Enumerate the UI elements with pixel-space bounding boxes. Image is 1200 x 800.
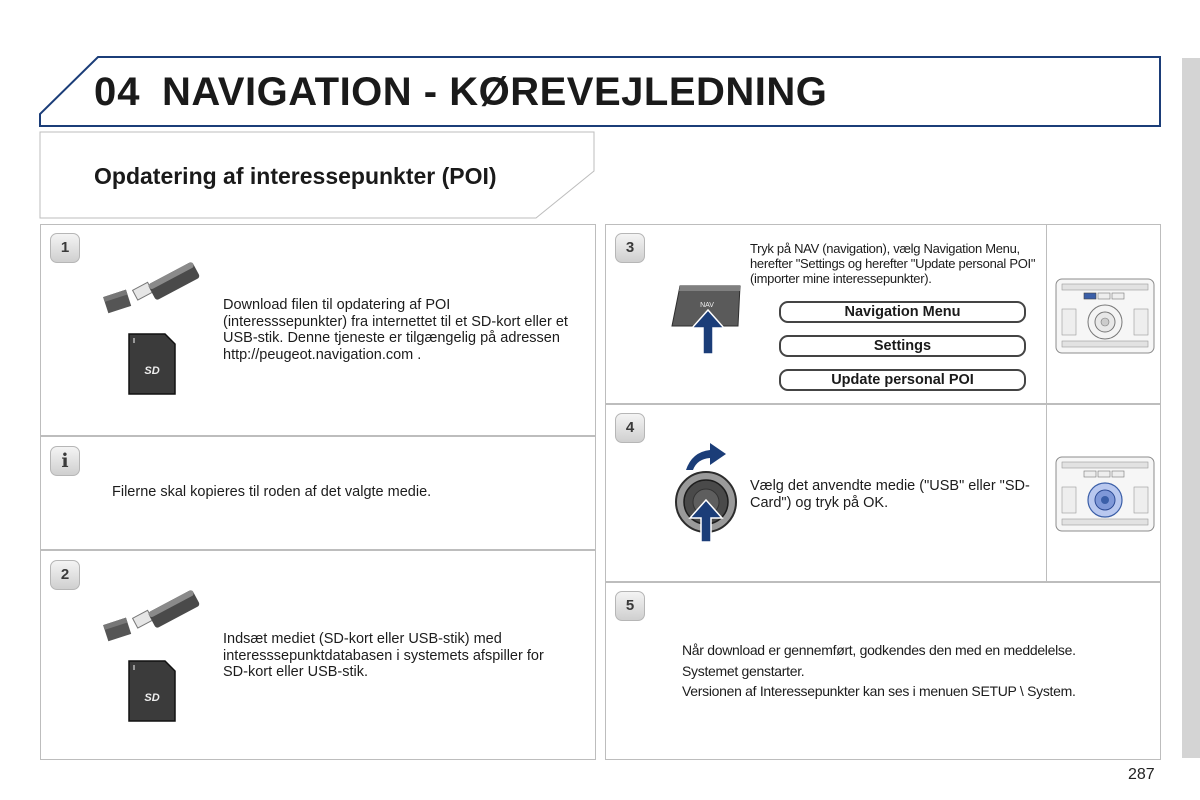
- chapter-number: 04: [94, 70, 141, 114]
- update-personal-poi-button[interactable]: Update personal POI: [779, 369, 1026, 391]
- step-5-line-3: Versionen af Interessepunkter kan ses i menuen SETUP \ System.: [682, 683, 1076, 699]
- console-icon: [1054, 277, 1156, 355]
- chapter-title: NAVIGATION - KØREVEJLEDNING: [162, 70, 828, 114]
- arrow-up-icon: [690, 308, 726, 356]
- step-4-text: Vælg det anvendte medie ("USB" eller "SD-Card") og tryk på OK.: [750, 478, 1030, 511]
- step-1-badge: 1: [50, 233, 80, 263]
- step-2-badge: 2: [50, 560, 80, 590]
- section-title: Opdatering af interessepunkter (POI): [94, 163, 497, 189]
- step-2-text: Indsæt mediet (SD-kort eller USB-stik) med interesssepunktdatabasen i systemets afspiller for SD-kort eller USB-stik.: [223, 631, 544, 680]
- usb-stick-icon: [100, 258, 204, 316]
- page-edge-bar: [1182, 58, 1200, 758]
- arrow-up-icon: [688, 498, 724, 544]
- step-5-line-2: Systemet genstarter.: [682, 663, 805, 679]
- sd-card-icon: [127, 659, 177, 723]
- console-icon: [1054, 455, 1156, 533]
- step-1-text: Download filen til opdatering af POI (interesssepunkter) fra internettet til et SD-kort eller et USB-stik. Denne tjeneste er tilgængelig på adressen http://peugeot.navigation.com .: [223, 297, 568, 363]
- settings-button[interactable]: Settings: [779, 335, 1026, 357]
- info-text: Filerne skal kopieres til roden af det valgte medie.: [112, 484, 432, 500]
- step-5-line-1: Når download er gennemført, godkendes den med en meddelelse.: [682, 642, 1076, 658]
- step-4-badge: 4: [615, 413, 645, 443]
- svg-text:SD: SD: [144, 365, 160, 377]
- usb-stick-icon: [100, 586, 204, 644]
- info-badge: i: [50, 446, 80, 476]
- step-3-badge: 3: [615, 233, 645, 263]
- nav-key-label: NAV: [700, 302, 714, 309]
- page-number: 287: [1128, 766, 1155, 783]
- navigation-menu-button[interactable]: Navigation Menu: [779, 301, 1026, 323]
- step-5-badge: 5: [615, 591, 645, 621]
- step-3-text: Tryk på NAV (navigation), vælg Navigation Menu, herefter "Settings og herefter "Update personal POI" (importer mine interessepunkter).: [750, 241, 1036, 286]
- svg-text:SD: SD: [144, 692, 160, 704]
- arrow-rotate-icon: [680, 440, 730, 474]
- sd-card-icon: [127, 332, 177, 396]
